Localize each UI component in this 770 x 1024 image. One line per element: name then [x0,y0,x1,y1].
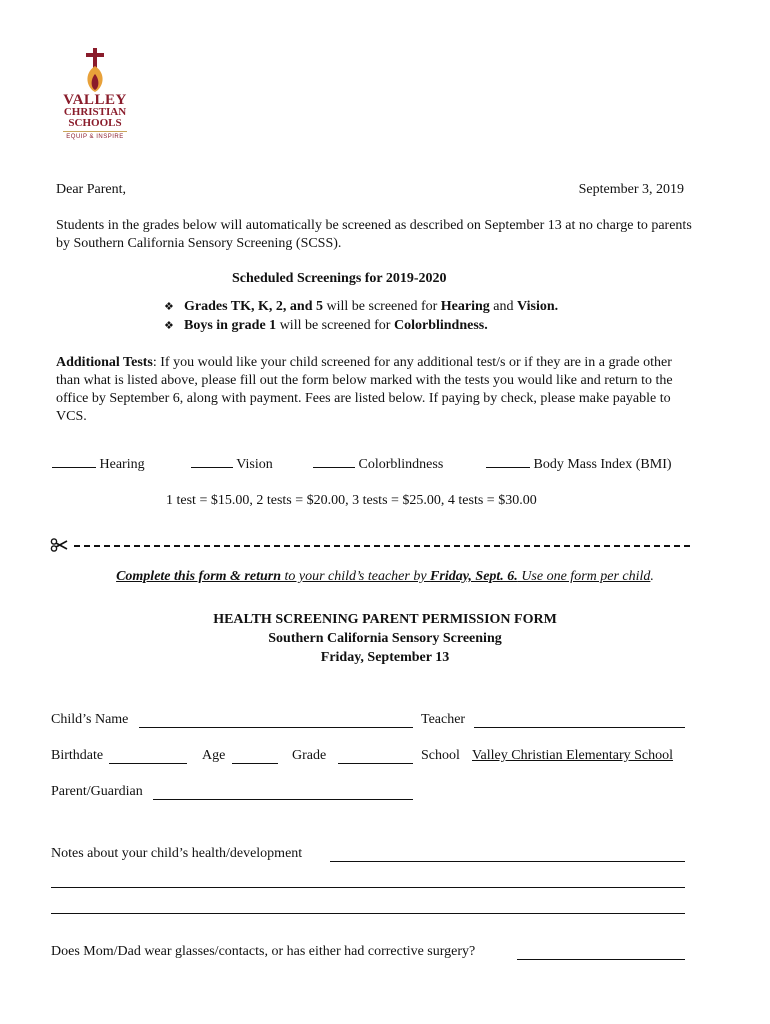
school-field[interactable]: Valley Christian Elementary School [472,748,674,763]
diamond-bullet-icon: ❖ [164,301,174,313]
additional-tests-paragraph: Additional Tests: If you would like your child screened for any additional test/s or if they are in a grade other than what is listed above, please fill out the form below marked with the tests you would like and return to the office by September 6, along with payment. Fees are listed below. If paying by check, please make payable to VCS. [56,355,673,424]
cut-line [50,538,690,552]
bullet-item-2: ❖ Boys in grade 1 will be screened for Colorblindness. [164,318,488,333]
age-label: Age [202,748,226,763]
grade-label: Grade [292,748,327,763]
logo-divider [63,131,127,132]
scissors-icon [50,538,68,552]
notes-label: Notes about your child’s health/development [51,846,303,861]
child-name-label: Child’s Name [51,712,129,727]
logo-line-2: CHRISTIAN [63,106,127,118]
letter-date: September 3, 2019 [578,182,684,197]
parent-guardian-label: Parent/Guardian [51,784,143,799]
school-label: School [421,748,460,763]
age-field[interactable] [232,763,278,764]
teacher-label: Teacher [421,712,466,727]
test-option-hearing[interactable]: Hearing [52,455,145,473]
test-option-vision[interactable]: Vision [191,455,273,473]
fee-schedule: 1 test = $15.00, 2 tests = $20.00, 3 tests = $25.00, 4 tests = $30.00 [166,493,537,508]
notes-field-line-3[interactable] [51,913,685,914]
salutation: Dear Parent, [56,182,126,197]
intro-paragraph: Students in the grades below will automatically be screened as described on September 13 at no charge to parents by Southern California Sensory Screening (SCSS). [56,218,692,251]
child-name-field[interactable] [139,727,413,728]
form-date: Friday, September 13 [320,650,450,665]
notes-field-line-1[interactable] [330,861,685,862]
teacher-field[interactable] [474,727,685,728]
return-instruction: Complete this form & return to your child’s teacher by Friday, Sept. 6. Use one form per child. [116,569,654,584]
grade-field[interactable] [338,763,413,764]
parent-guardian-field[interactable] [153,799,413,800]
logo-tagline: EQUIP & INSPIRE [66,134,124,140]
schedule-title: Scheduled Screenings for 2019-2020 [232,271,447,286]
form-subtitle: Southern California Sensory Screening [268,631,502,646]
cross-flame-icon [75,48,115,94]
birthdate-label: Birthdate [51,748,104,763]
glasses-question: Does Mom/Dad wear glasses/contacts, or has either had corrective surgery? [51,944,476,959]
form-title: HEALTH SCREENING PARENT PERMISSION FORM [213,612,557,627]
bullet-item-1: ❖ Grades TK, K, 2, and 5 will be screened for Hearing and Vision. [164,299,559,314]
logo-line-3: SCHOOLS [68,117,122,129]
diamond-bullet-icon: ❖ [164,320,174,332]
test-option-colorblindness[interactable]: Colorblindness [313,455,443,473]
test-option-bmi[interactable]: Body Mass Index (BMI) [486,455,672,473]
birthdate-field[interactable] [109,763,187,764]
logo-line-1: VALLEY [63,92,127,108]
glasses-answer-field[interactable] [517,959,685,960]
notes-field-line-2[interactable] [51,887,685,888]
school-logo [50,48,140,148]
